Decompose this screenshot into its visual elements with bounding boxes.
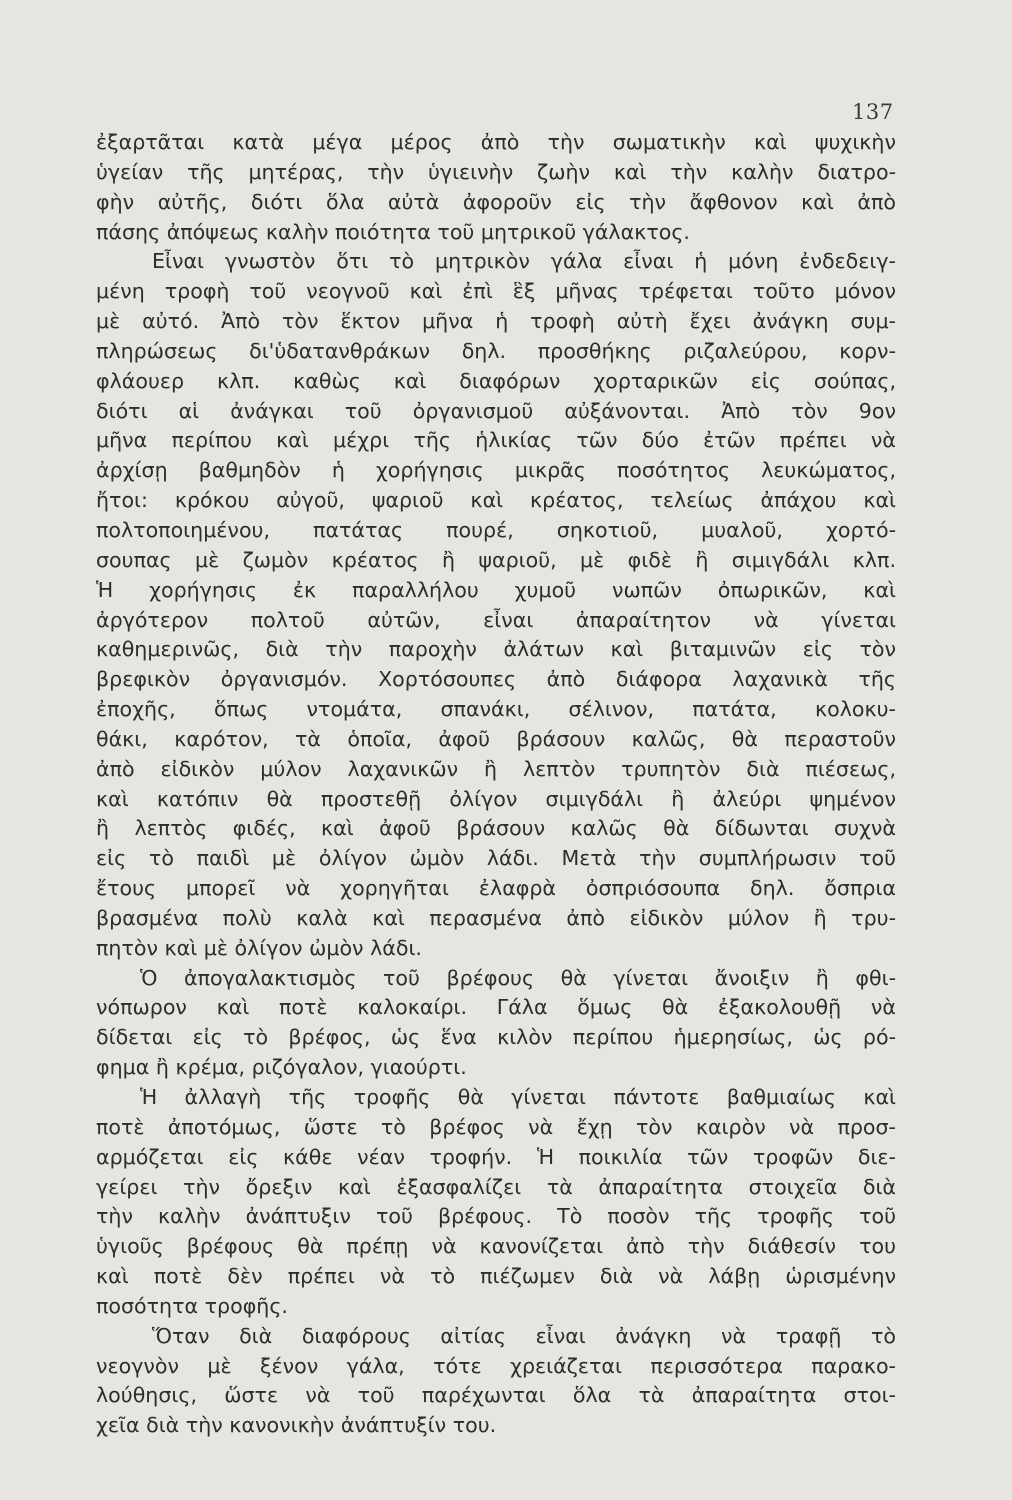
text-line: νόπωρον καὶ ποτὲ καλοκαίρι. Γάλα ὅμως θὰ ἐξακολουθῇ νὰ — [96, 995, 896, 1020]
paragraph-start-line: Εἶναι γνωστὸν ὅτι τὸ μητρικὸν γάλα εἶναι ἡ μόνη ἐνδεδειγ- — [152, 249, 896, 274]
text-line: διότι αἱ ἀνάγκαι τοῦ ὀργανισμοῦ αὐξάνονται. Ἀπὸ τὸν 9ον — [96, 398, 896, 423]
text-line: καὶ ποτὲ δὲν πρέπει νὰ τὸ πιέζωμεν διὰ νὰ λάβῃ ὡρισμένην — [96, 1264, 896, 1289]
paragraph-start-line: Ὁ ἀπογαλακτισμὸς τοῦ βρέφους θὰ γίνεται ἄνοιξιν ἢ φθι- — [140, 965, 896, 990]
text-line: σουπας μὲ ζωμὸν κρέατος ἢ ψαριοῦ, μὲ φιδὲ ἢ σιμιγδάλι κλπ. — [96, 547, 896, 572]
text-line: ποτὲ ἀποτόμως, ὥστε τὸ βρέφος νὰ ἔχῃ τὸν καιρὸν νὰ προσ- — [96, 1114, 896, 1139]
text-line: ἀρχίσῃ βαθμηδὸν ἡ χορήγησις μικρᾶς ποσότητος λευκώματος, — [96, 458, 896, 483]
text-line: ποσότητα τροφῆς. — [96, 1293, 288, 1318]
text-line: φλάουερ κλπ. καθὼς καὶ διαφόρων χορταρικῶν εἰς σούπας, — [96, 368, 896, 393]
text-line: καὶ κατόπιν θὰ προστεθῇ ὀλίγον σιμιγδάλι ἢ ἀλεύρι ψημένον — [96, 786, 896, 811]
text-line: βρασμένα πολὺ καλὰ καὶ περασμένα ἀπὸ εἰδικὸν μύλον ἢ τρυ- — [96, 905, 896, 930]
page-number: 137 — [852, 100, 894, 124]
text-line: νεογνὸν μὲ ξένον γάλα, τότε χρειάζεται περισσότερα παρακο- — [96, 1353, 896, 1378]
paragraph-start-line: Ἡ ἀλλαγὴ τῆς τροφῆς θὰ γίνεται πάντοτε βαθμιαίως καὶ — [140, 1085, 896, 1109]
text-line: ἐξαρτᾶται κατὰ μέγα μέρος ἀπὸ τὴν σωματικὴν καὶ ψυχικὴν — [96, 130, 896, 154]
text-line: ἤτοι: κρόκου αὐγοῦ, ψαριοῦ καὶ κρέατος, τελείως ἀπάχου καὶ — [96, 488, 896, 513]
text-line: ἐποχῆς, ὅπως ντομάτα, σπανάκι, σέλινον, πατάτα, κολοκυ- — [96, 697, 896, 722]
text-line: πληρώσεως δι'ὑδατανθράκων δηλ. προσθήκης ριζαλεύρου, κορν- — [96, 338, 896, 363]
text-line: μὲ αὐτό. Ἀπὸ τὸν ἕκτον μῆνα ἡ τροφὴ αὐτὴ ἔχει ἀνάγκη συμ- — [96, 309, 896, 334]
text-line: φημα ἢ κρέμα, ριζόγαλον, γιαούρτι. — [96, 1055, 467, 1080]
text-line: τὴν καλὴν ἀνάπτυξιν τοῦ βρέφους. Τὸ ποσὸν τῆς τροφῆς τοῦ — [96, 1204, 896, 1229]
text-line: πολτοποιημένου, πατάτας πουρέ, σηκοτιοῦ, μυαλοῦ, χορτό- — [96, 517, 896, 542]
text-line: βρεφικὸν ὀργανισμόν. Χορτόσουπες ἀπὸ διάφορα λαχανικὰ τῆς — [96, 667, 896, 692]
text-line: λούθησις, ὥστε νὰ τοῦ παρέχωνται ὅλα τὰ ἀπαραίτητα στοι- — [96, 1383, 896, 1408]
text-line: ὑγιοῦς βρέφους θὰ πρέπῃ νὰ κανονίζεται ἀπὸ τὴν διάθεσίν του — [96, 1234, 896, 1259]
text-line: χεῖα διὰ τὴν κανονικὴν ἀνάπτυξίν του. — [96, 1413, 497, 1438]
text-line: Ἡ χορήγησις ἐκ παραλλήλου χυμοῦ νωπῶν ὀπωρικῶν, καὶ — [96, 577, 896, 602]
text-line: γείρει τὴν ὄρεξιν καὶ ἐξασφαλίζει τὰ ἀπαραίτητα στοιχεῖα διὰ — [96, 1174, 896, 1199]
body-text — [96, 128, 896, 1441]
text-line: δίδεται εἰς τὸ βρέφος, ὡς ἕνα κιλὸν περίπου ἡμερησίως, ὡς ρό- — [96, 1025, 896, 1050]
text-line: φὴν αὐτῆς, διότι ὅλα αὐτὰ ἀφοροῦν εἰς τὴν ἄφθονον καὶ ἀπὸ — [96, 189, 896, 214]
text-line: εἰς τὸ παιδὶ μὲ ὀλίγον ὠμὸν λάδι. Μετὰ τὴν συμπλήρωσιν τοῦ — [96, 846, 896, 871]
text-line: πάσης ἀπόψεως καλὴν ποιότητα τοῦ μητρικοῦ γάλακτος. — [96, 219, 690, 244]
text-line: ἀπὸ εἰδικὸν μύλον λαχανικῶν ἢ λεπτὸν τρυπητὸν διὰ πιέσεως, — [96, 756, 896, 781]
text-line: μῆνα περίπου καὶ μέχρι τῆς ἡλικίας τῶν δύο ἐτῶν πρέπει νὰ — [96, 428, 896, 453]
text-line: θάκι, καρότον, τὰ ὁποῖα, ἀφοῦ βράσουν καλῶς, θὰ περαστοῦν — [96, 726, 896, 751]
text-line: ἢ λεπτὸς φιδές, καὶ ἀφοῦ βράσουν καλῶς θὰ δίδωνται συχνὰ — [96, 816, 896, 841]
text-line: ἀργότερον πολτοῦ αὐτῶν, εἶναι ἀπαραίτητον νὰ γίνεται — [96, 607, 896, 632]
text-line: ὑγείαν τῆς μητέρας, τὴν ὑγιεινὴν ζωὴν καὶ τὴν καλὴν διατρο- — [96, 159, 896, 184]
text-line: ἔτους μπορεῖ νὰ χορηγῆται ἐλαφρὰ ὀσπριόσουπα δηλ. ὄσπρια — [96, 876, 896, 901]
paragraph-start-line: Ὅταν διὰ διαφόρους αἰτίας εἶναι ἀνάγκη νὰ τραφῇ τὸ — [152, 1323, 896, 1348]
text-line: πητὸν καὶ μὲ ὀλίγον ὠμὸν λάδι. — [96, 935, 422, 960]
text-line: καθημερινῶς, διὰ τὴν παροχὴν ἀλάτων καὶ βιταμινῶν εἰς τὸν — [96, 637, 896, 662]
text-line: αρμόζεται εἰς κάθε νέαν τροφήν. Ἡ ποικιλία τῶν τροφῶν διε- — [96, 1144, 896, 1169]
text-line: μένη τροφὴ τοῦ νεογνοῦ καὶ ἐπὶ ἓξ μῆνας τρέφεται τοῦτο μόνον — [96, 279, 896, 304]
